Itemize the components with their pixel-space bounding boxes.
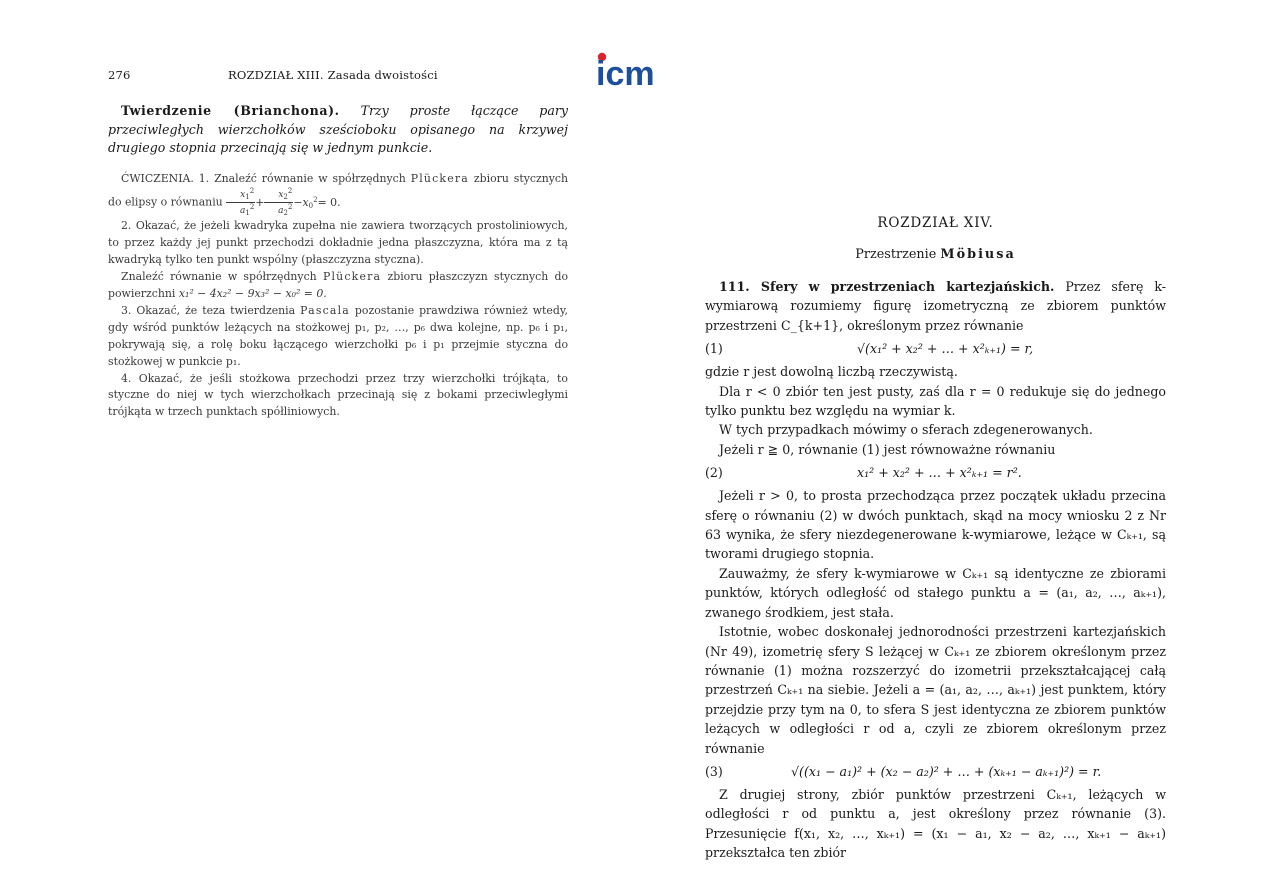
equation-2 bbox=[705, 459, 1166, 486]
para-r-positive: Jeżeli r > 0, to prosta przechodząca przez początek układu przecina sferę o równaniu (2) w dwóch punktach, skąd na mocy wniosku 2 z Nr 63 wynika, że sfery niezdegenerowane k-wymiarowe, leżące w Cₖ₊₁, są tworami drugiego stopnia. bbox=[705, 488, 1166, 562]
ellipse-equation: $\frac{x_1^2}{a_1^2}$ + $\frac{x_2^2}{a_2^2}$ $-x_0^2= 0$. bbox=[226, 196, 340, 209]
equation-3-body: √((x₁ − a₁)² + (x₂ − a₂)² + … + (xₖ₊₁ − aₖ₊₁)²) = r. bbox=[791, 763, 1102, 779]
para-r-negative: Dla r < 0 zbiór ten jest pusty, zaś dla r = 0 redukuje się do jednego tylko punktu bez względu na wymiar k. bbox=[705, 383, 1166, 419]
exercise-3 bbox=[108, 303, 568, 371]
para-identical: Zauważmy, że sfery k-wymiarowe w Cₖ₊₁ są identyczne ze zbiorami punktów, których odległość od stałego punktu a = (a₁, a₂, …, aₖ₊₁), zwanego środkiem, jest stała. bbox=[705, 565, 1166, 620]
equation-3-label: (3) bbox=[705, 763, 723, 779]
para-other-side: Z drugiej strony, zbiór punktów przestrzeni Cₖ₊₁, leżących w odległości r od punktu a, jest określony przez równanie (3). Przesunięcie f(x₁, x₂, …, xₖ₊₁) = (x₁ − a₁, x₂ − a₂, …, xₖ₊₁ − aₖ₊₁) przekształca ten zbiór bbox=[705, 786, 1166, 861]
surface-equation: x₁² − 4x₂² − 9x₃² − x₀² = 0. bbox=[178, 287, 327, 301]
exercise-4: 4. Okazać, że jeśli stożkowa przechodzi przez trzy wierzchołki trójkąta, to styczne do niej w tych wierzchołkach przecinają się z bokami przeciwległymi trójkąta w trzech punktach spółliniowych. bbox=[108, 371, 568, 419]
left-page bbox=[108, 68, 568, 421]
equation-2-label: (2) bbox=[705, 465, 723, 481]
section-111-heading: 111. Sfery w przestrzeniach kartezjańskich. bbox=[719, 279, 1055, 294]
ellipse-equation-tail: = 0. bbox=[317, 195, 341, 209]
equation-3 bbox=[705, 758, 1166, 785]
running-head-title: ROZDZIAŁ XIII. Zasada dwoistości bbox=[228, 68, 438, 82]
plucker-name-2: Plückera bbox=[322, 270, 382, 284]
exercises-heading: ĆWICZENIA. bbox=[121, 171, 194, 185]
equation-1-body: √(x₁² + x₂² + … + x²ₖ₊₁) = r, bbox=[857, 341, 1034, 357]
chapter-subtitle bbox=[705, 247, 1166, 265]
brianchon-theorem bbox=[108, 102, 568, 158]
left-running-head bbox=[108, 68, 568, 84]
exercise-2b-text-b: zbioru płaszczyzn stycznych do powierzchni bbox=[108, 270, 568, 301]
exercise-1-text-a: 1. Znaleźć równanie w spółrzędnych bbox=[198, 171, 406, 185]
icm-logo bbox=[596, 50, 666, 90]
para-r-nonnegative: Jeżeli r ≧ 0, równanie (1) jest równoważne równaniu bbox=[719, 441, 1056, 457]
section-111 bbox=[705, 277, 1166, 863]
page-number: 276 bbox=[108, 68, 131, 82]
exercise-3-text-b: pozostanie prawdziwa również wtedy, gdy wśród punktów leżących na stożkowej p₁, p₂, …, p₆ dwa kolejne, np. p₆ i p₁, pokrywają się, a rolę boku łączącego wierzchołki p₆ i p₁ przejmie styczna do stożkowej w punkcie p₁. bbox=[108, 303, 568, 368]
equation-1-label: (1) bbox=[705, 341, 723, 357]
exercise-2b-text-a: Znaleźć równanie w spółrzędnych bbox=[121, 270, 317, 284]
para-indeed: Istotnie, wobec doskonałej jednorodności przestrzeni kartezjańskich (Nr 49), izometrię sfery S leżącej w Cₖ₊₁ ze zbiorem określonym przez równanie (1) można rozszerzyć do izometrii przekształcającej całą przestrzeń Cₖ₊₁ na siebie. Jeżeli a = (a₁, a₂, …, aₖ₊₁) jest punktem, który przejdzie przy tym na 0, to sfera S jest identyczna ze zbiorem punktów leżących w odległości r od a, czyli ze zbiorem określonym przez równanie bbox=[705, 624, 1166, 756]
theorem-text: Trzy proste łączące pary przeciwległych wierzchołków sześcioboku opisanego na krzywej drugiego stopnia przecinają się w jednym punkcie. bbox=[108, 103, 568, 155]
theorem-title: Twierdzenie (Brianchona). bbox=[121, 103, 340, 118]
equation-2-body: x₁² + x₂² + … + x²ₖ₊₁ = r². bbox=[857, 465, 1022, 481]
section-111-intro bbox=[705, 277, 1166, 335]
section-111-text: Przez sferę k-wymiarową rozumiemy figurę izometryczną ze zbiorem punktów przestrzeni C_{k+1}, określonym przez równanie bbox=[705, 279, 1166, 333]
plucker-name: Plückera bbox=[410, 171, 469, 185]
exercise-1 bbox=[108, 171, 568, 219]
chapter-title: ROZDZIAŁ XIV. bbox=[877, 215, 994, 231]
logo-text: icm bbox=[596, 55, 655, 90]
chapter-subtitle-b: Möbiusa bbox=[940, 247, 1016, 262]
exercises bbox=[108, 171, 568, 422]
chapter-subtitle-a: Przestrzenie bbox=[855, 247, 937, 262]
para-degenerate: W tych przypadkach mówimy o sferach zdegenerowanych. bbox=[719, 422, 1093, 438]
right-page bbox=[705, 215, 1166, 863]
para-after-eq1: gdzie r jest dowolną liczbą rzeczywistą. bbox=[705, 364, 958, 380]
exercise-1-text-b: zbioru stycznych do elipsy o równaniu bbox=[108, 171, 569, 209]
exercise-2b bbox=[108, 269, 568, 303]
exercise-3-text-a: 3. Okazać, że teza twierdzenia bbox=[121, 303, 296, 317]
equation-1 bbox=[705, 335, 1166, 362]
pascal-name: Pascala bbox=[300, 303, 350, 317]
exercise-2: 2. Okazać, że jeżeli kwadryka zupełna nie zawiera tworzących prostoliniowych, to przez każdy jej punkt przechodzi dokładnie jedna płaszczyzna, która ma z tą kwadryką tylko ten punkt wspólny (płaszczyzna styczna). bbox=[108, 219, 568, 267]
